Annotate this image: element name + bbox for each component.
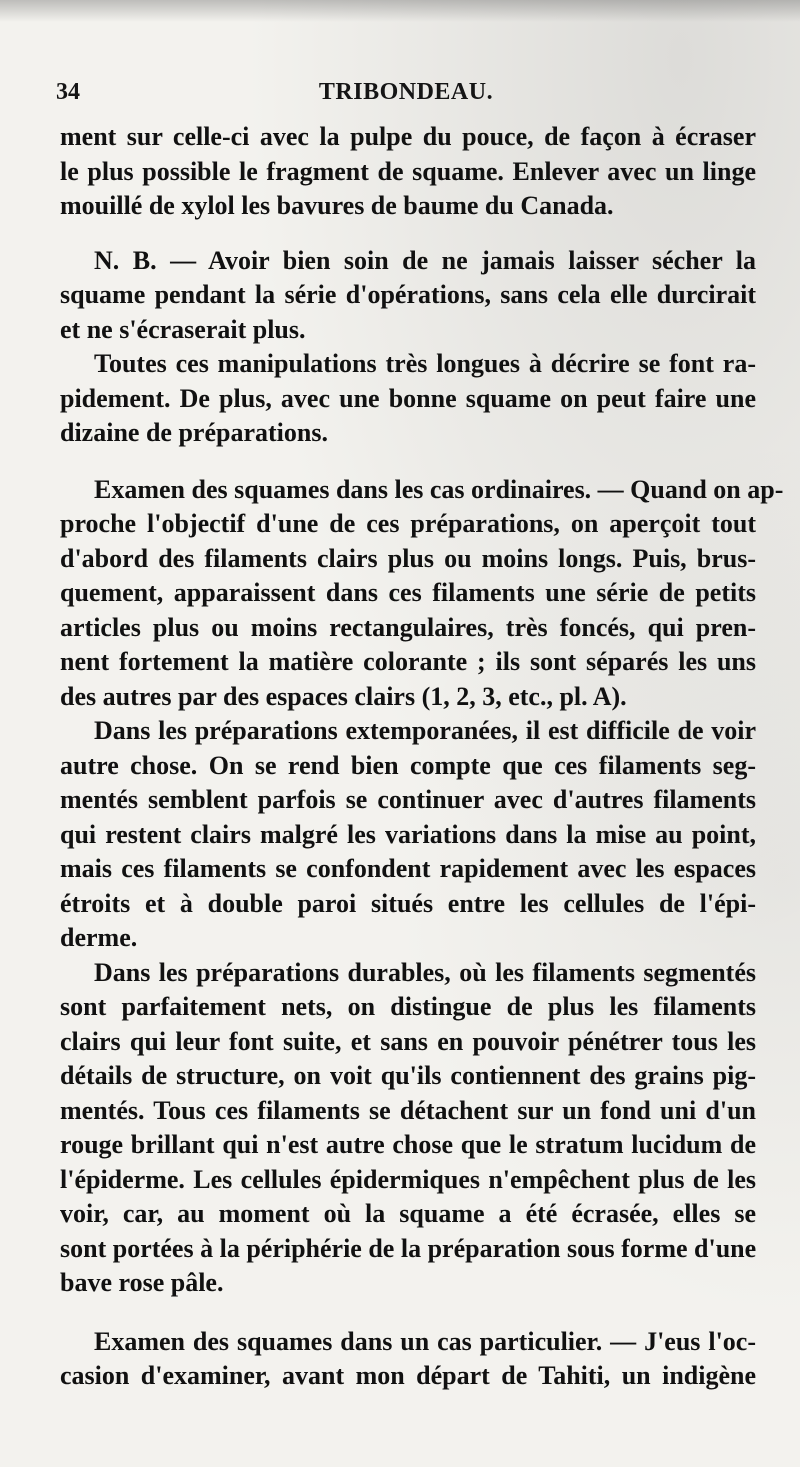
text-line: ment sur celle-ci avec la pulpe du pouce, de façon à écraser	[60, 122, 756, 151]
text-line: Toutes ces manipulations très longues à décrire se font ra-	[94, 349, 756, 378]
text-line: le plus possible le fragment de squame. Enlever avec un linge	[60, 156, 756, 186]
text-line: d'abord des filaments clairs plus ou moins longs. Puis, brus-	[60, 543, 756, 573]
scan-shadow	[0, 0, 800, 22]
text-line: et ne s'écraserait plus.	[60, 314, 306, 344]
paragraph	[60, 956, 756, 1301]
paragraph	[60, 244, 756, 348]
paragraph	[60, 714, 756, 956]
text-line: pidement. De plus, avec une bonne squame on peut faire une	[60, 383, 756, 413]
text-line: rouge brillant qui n'est autre chose que le stratum lucidum de	[60, 1130, 756, 1159]
text-line: Dans les préparations extemporanées, il est difficile de voir	[94, 716, 756, 745]
text-line: mentés. Tous ces filaments se détachent sur un fond uni d'un	[60, 1095, 756, 1125]
text-line: Dans les préparations durables, où les filaments segmentés	[94, 957, 756, 987]
text-line: dizaine de préparations.	[60, 418, 328, 447]
text-line: détails de structure, on voit qu'ils contiennent des grains pig-	[60, 1061, 756, 1090]
text-line: quement, apparaissent dans ces filaments une série de petits	[60, 578, 756, 607]
text-line: bave rose pâle.	[60, 1268, 224, 1297]
text-line: qui restent clairs malgré les variations dans la mise au point,	[60, 819, 756, 849]
text-line: voir, car, au moment où la squame a été écrasée, elles se	[60, 1199, 756, 1228]
paragraph	[60, 1325, 756, 1394]
running-head: TRIBONDEAU.	[318, 79, 494, 105]
paragraph	[60, 473, 784, 715]
page-number: 34	[56, 79, 80, 105]
text-line: Examen des squames dans les cas ordinaires. — Quand on ap-	[94, 474, 784, 504]
text-line: clairs qui leur font suite, et sans en pouvoir pénétrer tous les	[60, 1026, 756, 1056]
paragraph-gap	[60, 1301, 756, 1325]
text-line: proche l'objectif d'une de ces préparations, on aperçoit tout	[60, 509, 756, 538]
paragraph-gap	[60, 451, 756, 473]
paragraph	[60, 120, 756, 224]
text-line: l'épiderme. Les cellules épidermiques n'empêchent plus de les	[60, 1164, 756, 1194]
text-line: derme.	[60, 923, 138, 952]
paragraph	[60, 347, 756, 451]
text-line: nent fortement la matière colorante ; ils sont séparés les uns	[60, 647, 756, 676]
text-line: autre chose. On se rend bien compte que ces filaments seg-	[60, 750, 756, 780]
body-text	[60, 120, 784, 1394]
text-line: sont parfaitement nets, on distingue de plus les filaments	[60, 992, 756, 1021]
text-line: squame pendant la série d'opérations, sans cela elle durcirait	[60, 280, 756, 309]
text-line: des autres par des espaces clairs (1, 2, 3, etc., pl. A).	[60, 681, 627, 711]
text-line: N. B. — Avoir bien soin de ne jamais laisser sécher la	[94, 245, 756, 275]
text-line: étroits et à double paroi situés entre les cellules de l'épi-	[60, 888, 756, 918]
text-line: Examen des squames dans un cas particulier. — J'eus l'oc-	[94, 1326, 756, 1356]
text-line: casion d'examiner, avant mon départ de Tahiti, un indigène	[60, 1361, 756, 1390]
text-line: articles plus ou moins rectangulaires, très foncés, qui pren-	[60, 612, 756, 642]
text-line: mentés semblent parfois se continuer avec d'autres filaments	[60, 785, 756, 814]
paragraph-gap	[60, 224, 756, 244]
text-line: sont portées à la périphérie de la préparation sous forme d'une	[60, 1233, 757, 1263]
page-header	[56, 79, 756, 113]
text-line: mouillé de xylol les bavures de baume du Canada.	[60, 191, 614, 220]
text-line: mais ces filaments se confondent rapidement avec les espaces	[60, 854, 756, 883]
